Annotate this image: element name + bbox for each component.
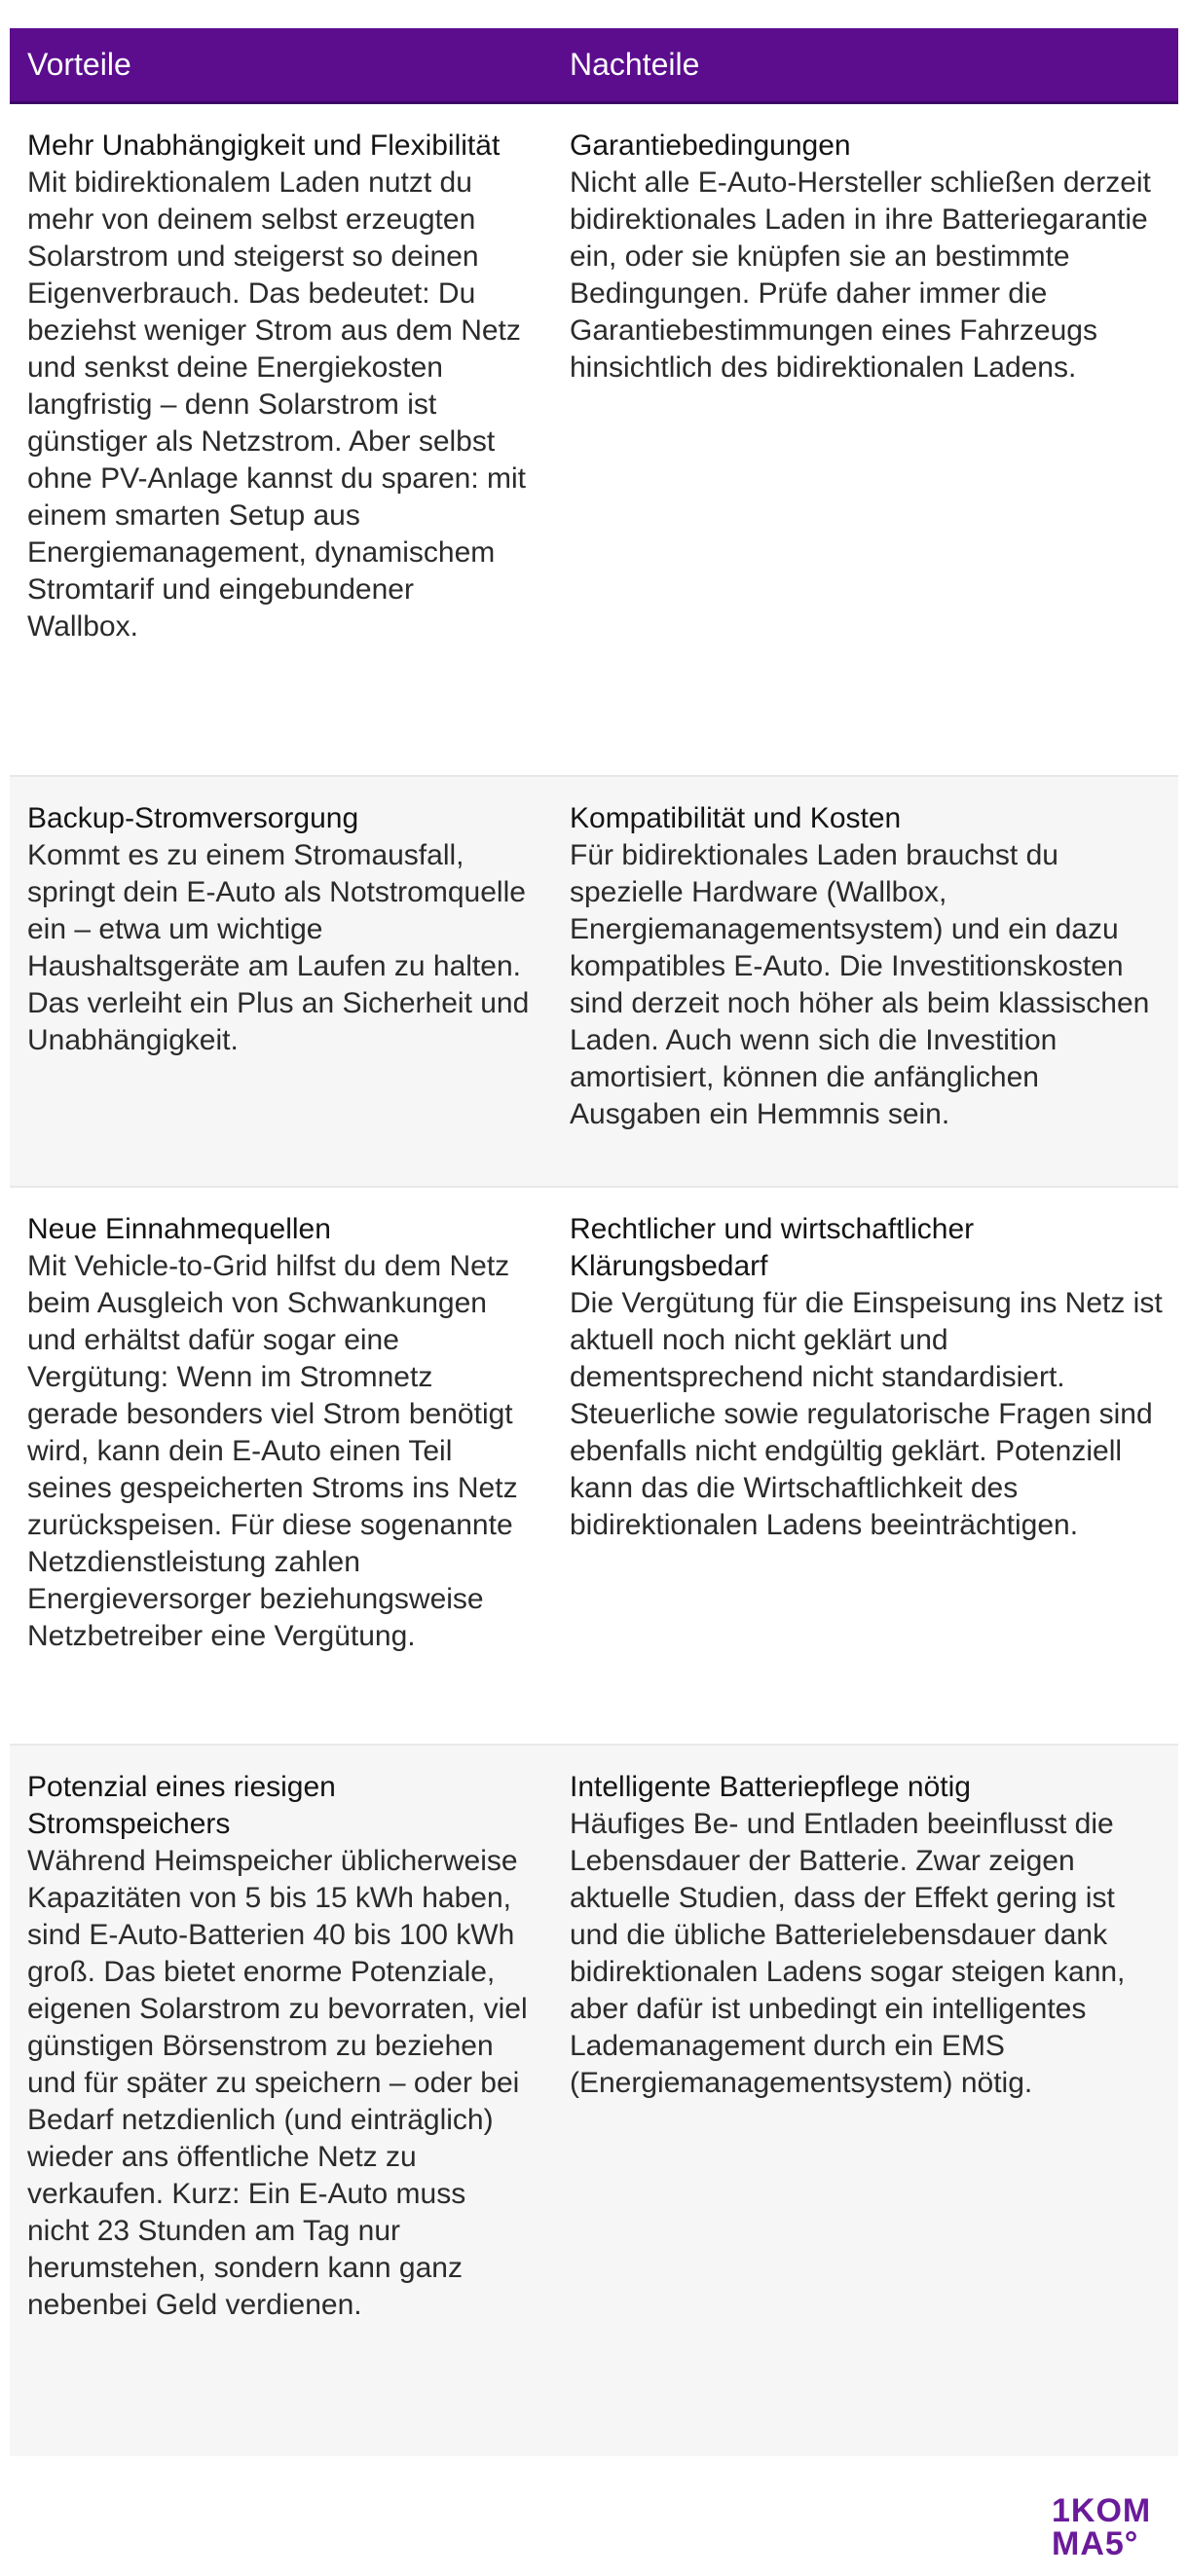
con-text: Die Vergütung für die Einspeisung ins Netz ist aktuell noch nicht geklärt und dementsprechend nicht standardisiert. Steuerliche sowie regulatorische Fragen sind ebenfalls nicht endgültig geklärt. Potenziell kann das die Wirtschaftlichkeit des bidirektionalen Ladens beeinträchtigen. [570,1287,1163,1541]
con-cell [550,1211,1178,1544]
table-row [10,1188,1178,1746]
header-pros: Vorteile [27,47,131,82]
table-row [10,1746,1178,2456]
con-cell [550,800,1178,1133]
con-text: Für bidirektionales Laden brauchst du spezielle Hardware (Wallbox, Energiemanagementsystem) und ein dazu kompatibles E-Auto. Die Investitionskosten sind derzeit noch höher als beim klassischen Laden. Auch wenn sich die Investition amortisiert, können die anfänglichen Ausgaben ein Hemmnis sein. [570,839,1150,1130]
pro-text: Während Heimspeicher üblicherweise Kapazitäten von 5 bis 15 kWh haben, sind E-Auto-Batterien 40 bis 100 kWh groß. Das bietet enorme Potenziale, eigenen Solarstrom zu bevorraten, viel günstigen Börsenstrom zu beziehen und für später zu speichern – oder bei Bedarf netzdienlich (und einträglich) wieder ans öffentliche Netz zu verkaufen. Kurz: Ein E-Auto muss nicht 23 Stunden am Tag nur herumstehen, sondern kann ganz nebenbei Geld verdienen. [27,1845,528,2321]
pro-cell [10,800,550,1059]
pro-title: Backup-Stromversorgung [27,802,359,834]
con-text: Nicht alle E-Auto-Hersteller schließen derzeit bidirektionales Laden in ihre Batteriegarantie ein, oder sie knüpfen sie an bestimmte Bedingungen. Prüfe daher immer die Garantiebestimmungen eines Fahrzeugs hinsichtlich des bidirektionalen Ladens. [570,166,1151,384]
con-text: Häufiges Be- und Entladen beeinflusst die Lebensdauer der Batterie. Zwar zeigen aktuelle Studien, dass der Effekt gering ist und die übliche Batterielebensdauer dank bidirektionalen Ladens sogar steigen kann, aber dafür ist unbedingt ein intelligentes Lademanagement durch ein EMS (Energiemanagementsystem) nötig. [570,1808,1126,2099]
logo-line-1: 1KOM [1052,2492,1152,2529]
pro-cell [10,1211,550,1655]
table-row [10,104,1178,777]
table-row [10,777,1178,1188]
con-title: Intelligente Batteriepflege nötig [570,1771,971,1803]
pro-text: Mit Vehicle-to-Grid hilfst du dem Netz beim Ausgleich von Schwankungen und erhältst dafür sogar eine Vergütung: Wenn im Stromnetz gerade besonders viel Strom benötigt wird, kann dein E-Auto einen Teil seines gespeicherten Stroms ins Netz zurückspeisen. Für diese sogenannte Netzdienstleistung zahlen Energieversorger beziehungsweise Netzbetreiber eine Vergütung. [27,1250,518,1652]
con-title: Rechtlicher und wirtschaftlicher Klärungsbedarf [570,1213,975,1282]
pro-cell [10,128,550,645]
pro-text: Kommt es zu einem Stromausfall, springt dein E-Auto als Notstromquelle ein – etwa um wichtige Haushaltsgeräte am Laufen zu halten. Das verleiht ein Plus an Sicherheit und Unabhängigkeit. [27,839,530,1056]
logo-line-2: MA5° [1052,2525,1139,2562]
pro-cell [10,1769,550,2324]
table-header [10,28,1178,104]
pros-cons-table [10,28,1178,2456]
pro-text: Mit bidirektionalem Laden nutzt du mehr von deinem selbst erzeugten Solarstrom und steigerst so deinen Eigenverbrauch. Das bedeutet: Du beziehst weniger Strom aus dem Netz und senkst deine Energiekosten langfristig – denn Solarstrom ist günstiger als Netzstrom. Aber selbst ohne PV-Anlage kannst du sparen: mit einem smarten Setup aus Energiemanagement, dynamischem Stromtarif und eingebundener Wallbox. [27,166,526,643]
con-cell [550,128,1178,386]
pro-title: Potenzial eines riesigen Stromspeichers [27,1771,336,1840]
con-cell [550,1769,1178,2102]
brand-logo [1052,2494,1169,2560]
header-cons: Nachteile [570,47,700,82]
pro-title: Neue Einnahmequellen [27,1213,331,1245]
con-title: Kompatibilität und Kosten [570,802,902,834]
pro-title: Mehr Unabhängigkeit und Flexibilität [27,129,501,162]
con-title: Garantiebedingungen [570,129,851,162]
